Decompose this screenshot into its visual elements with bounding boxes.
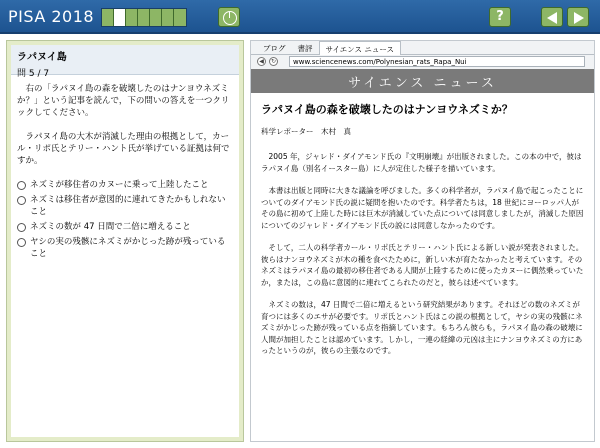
site-banner-title: サイエンス ニュース — [348, 76, 497, 91]
answer-option[interactable] — [17, 221, 233, 233]
answer-option-label: ネズミが移住者のカヌーに乗って上陸したこと — [30, 180, 209, 190]
answer-option[interactable] — [17, 194, 233, 218]
article-paragraph: 本書は出版と同時に大きな議論を呼びました。多くの科学者が，ラパヌイ島で起こったことについてのダイアモンド氏の説に疑問を抱いたのです。科学者たちは，18 世紀にヨーロッパ人が その島に初めて上陸した時には巨木が消滅していた点については同意しましたが，消滅した原因についてのジャレド・ダイアモンド氏の説には同意しなかったのです。 — [261, 186, 584, 230]
radio-button[interactable] — [17, 238, 26, 247]
timer-icon[interactable] — [218, 7, 240, 27]
article-content — [251, 93, 594, 441]
progress-step — [114, 9, 126, 26]
question-instruction: 右の「ラパヌイ島の森を破壊したのはナンヨウネズミか？」という記事を読んで，下の問いの答えを一つクリックしてください。 — [17, 84, 230, 118]
article-paragraph: 2005 年，ジャレド・ダイアモンド氏の『文明崩壊』が出版されました。この本の中で，彼はラパヌイ島（別名イースター島）に人が定住した様子を描いています。 — [261, 152, 582, 173]
question-prompt: ラパヌイ島の大木が消滅した理由の根拠として，カール・リポ氏とテリー・ハント氏が挙げている証拠は何ですか。 — [17, 132, 230, 166]
tab-book-review[interactable]: 書評 — [297, 44, 313, 53]
arrow-left-icon — [547, 12, 557, 24]
radio-button[interactable] — [17, 181, 26, 190]
question-panel-frame — [6, 40, 244, 442]
question-body — [11, 75, 239, 271]
browser-tabs — [251, 41, 594, 55]
progress-step — [126, 9, 138, 26]
arrow-right-icon — [574, 12, 584, 24]
question-panel — [11, 45, 239, 437]
article-headline: ラパヌイ島の森を破壊したのはナンヨウネズミか？ — [261, 103, 513, 116]
top-toolbar — [0, 0, 600, 34]
tab-blog[interactable]: ブログ — [263, 44, 286, 53]
app-title: PISA 2018 — [8, 7, 95, 26]
help-icon: ? — [496, 9, 504, 24]
reload-icon[interactable]: ↻ — [270, 58, 277, 65]
url-bar[interactable]: www.sciencenews.com/Polynesian_rats_Rapa_Nui — [289, 56, 585, 67]
question-title: ラパヌイ島 — [17, 52, 67, 63]
radio-button[interactable] — [17, 196, 26, 205]
progress-step — [162, 9, 174, 26]
answer-option-label: ネズミは移住者が意図的に連れてきたかもしれないこと — [30, 195, 226, 217]
answer-option-label: ヤシの実の残骸にネズミがかじった跡が残っていること — [30, 237, 226, 259]
progress-step — [102, 9, 114, 26]
previous-button[interactable] — [541, 7, 563, 27]
question-header — [11, 45, 239, 79]
answer-option[interactable] — [17, 236, 233, 260]
article-paragraph: ネズミの数は，47 日間で二倍に増えるという研究結果があります。それほどの数のネズミが育つには多くのエサが必要です。リポ氏とハント氏はこの説の根拠として，ヤシの実の残骸にネズミがかじった跡が残っている点を指摘しています。もちろん彼らも，ラパヌイ島の森の破壊に人間が加担したことは認めています。しかし，一連の経緯の元凶は主にナンヨウネズミの方にあったというのが，彼らの主張なのです。 — [261, 300, 583, 355]
site-banner — [251, 69, 594, 93]
answer-option[interactable] — [17, 179, 233, 191]
progress-step — [138, 9, 150, 26]
next-button[interactable] — [567, 7, 589, 27]
help-button[interactable] — [489, 7, 511, 27]
back-icon[interactable]: ◀ — [257, 57, 266, 66]
progress-indicator — [101, 8, 187, 27]
article-byline: 科学レポーター 木村 真 — [261, 127, 351, 136]
answer-option-label: ネズミの数が 47 日間で二倍に増えること — [30, 222, 191, 232]
article-paragraph: そして，二人の科学者カール・リポ氏とテリー・ハント氏による新しい説が発表されました。彼らはナンヨウネズミが木の種を食べたために，新しい木が育たなかったと考えています。そのネズミはラパヌイ島の最初の移住者である人間が上陸するために使ったカヌーに偶然乗っていたか，または，この島に意図的に連れてこられたのだと，彼らは述べています。 — [261, 243, 584, 287]
question-number: 問 5 / 7 — [17, 69, 50, 79]
tab-science-news[interactable]: サイエンス ニュース — [319, 41, 401, 55]
radio-button[interactable] — [17, 223, 26, 232]
browser-navbar — [251, 56, 594, 68]
progress-step — [174, 9, 186, 26]
progress-step — [150, 9, 162, 26]
browser-panel — [250, 40, 595, 442]
